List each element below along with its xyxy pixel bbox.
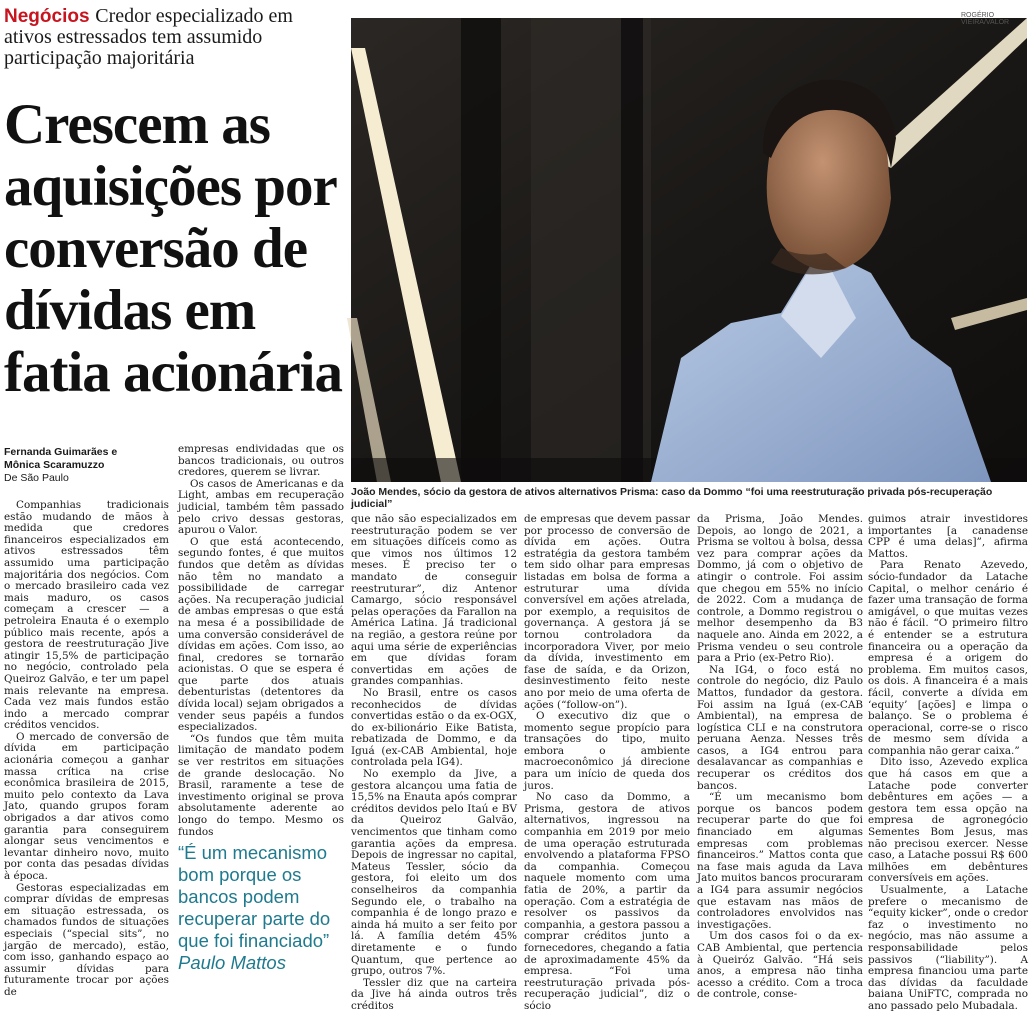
paragraph: que não são especializados em reestruturação podem se ver em situações difíceis como as que vimos nos últimos 12 meses. É preciso ter o mandato de conseguir reestruturar”, diz Antenor Camargo, sócio responsável pelas operações da Farallon na América Latina. Já tradicional na região, a gestora reúne por aqui uma série de experiências em que dívidas foram convertidas em ações de grandes companhias. (351, 513, 517, 688)
column-1 (4, 499, 169, 998)
byline (4, 446, 169, 485)
column-2 (178, 444, 344, 836)
pull-quote-attribution: Paulo Mattos (178, 952, 286, 973)
paragraph: empresas endividadas que os bancos tradicionais, ou outros credores, querem se livrar. (178, 443, 344, 479)
paragraph: O que está acontecendo, segundo fontes, é que muitos fundos que detêm as dívidas não têm no mandato a possibilidade de carregar ações. Na recuperação judicial de ambas empresas o que está na mesa é a possibilidade de uma conversão considerável de dívidas em ações. Com isso, ao final, credores se tornarão acionistas. O que se espera é que parte dos atuais debenturistas (detentores da dívida local) sejam obrigados a vender seus papéis a fundos especializados. (178, 535, 344, 734)
paragraph: Os casos de Americanas e da Light, ambas em recuperação judicial, também têm passado pelo crivo dessas gestoras, apurou o Valor. (178, 477, 344, 537)
photo-illustration (351, 18, 1027, 482)
paragraph: Na IG4, o foco está no controle do negócio, diz Paulo Mattos, fundador da gestora. Foi assim na Iguá (ex-CAB Ambiental), na empresa de logística CLI e na construtora peruana Aenza. Nesses três casos, a IG4 entrou para desalavancar as companhias e recuperar os créditos dos bancos. (697, 663, 863, 792)
author-2: Mônica Scaramuzzo (4, 459, 105, 471)
paragraph: Gestoras especializadas em comprar dívidas de empresas em situação estressada, os chamados fundos de situações especiais (“special sits”, no jargão de mercado), estão, com isso, ganhando espaço ao assumir dívidas para futuramente trocar por ações de (4, 881, 169, 998)
byline-place: De São Paulo (4, 472, 69, 484)
kicker (4, 6, 344, 69)
photo-credit: ROGÉRIO VIEIRA/VALOR (961, 12, 1010, 26)
paragraph: Dito isso, Azevedo explica que há casos em que a Latache pode converter debêntures em ações — a gestora tem essa opção na empresa de agronegócio Sementes Bom Jesus, mas não precisou exercer. Nesse caso, a Latache possui R$ 600 milhões em debêntures conversíveis em ações. (868, 756, 1028, 885)
deck: Credor especializado em ativos estressados tem assumido participação majoritária (4, 5, 293, 69)
paragraph: da Prisma, João Mendes. Depois, ao longo de 2021, a Prisma se voltou à bolsa, dessa vez para comprar ações da Dommo, já com o objetivo de atingir o controle. Foi assim que chegou em 55% no início de 2022. Com a mudança de controle, a Dommo registrou o melhor desempenho da B3 naquele ano. Ainda em 2022, a Prisma vendeu o seu controle para a Prio (ex-Petro Rio). (697, 513, 863, 665)
paragraph: O mercado de conversão de dívida em participação acionária começou a ganhar massa crítica na crise econômica brasileira de 2015, muito pelo contexto da Lava Jato, quando grupos foram obrigados a dar ativos como garantia para conseguirem alongar seus vencimentos e levantar dinheiro novo, muito por conta das pesadas dívidas à época. (4, 730, 169, 882)
author-1: Fernanda Guimarães e (4, 446, 118, 458)
paragraph: Usualmente, a Latache prefere o mecanismo de “equity kicker”, onde o credor faz o investimento no negócio, mas não assume a responsabilidade pelos passivos (“liability”). A empresa financiou uma parte das dívidas da faculdade baiana UniFTC, comprada no ano passado pelo Mubadala. (868, 884, 1028, 1012)
section-label: Negócios (4, 6, 90, 27)
paragraph: No exemplo da Jive, a gestora alcançou uma fatia de 15,5% na Enauta após comprar créditos devidos pelo Itaú e BV da Queiroz Galvão, vencimentos que tinham como garantia ações da empresa. Depois de ingressar no capital, Mateus Tessler, sócio da gestora, foi eleito um dos conselheiros da companhia Segundo ele, o trabalho na companhia é de longo prazo e ainda há muito a ser feito por lá. A família detém 45% diretamente e o fundo Quantum, que pertence ao grupo, outros 7%. (351, 768, 517, 978)
paragraph: de empresas que devem passar por processo de conversão de dívida em ações. Outra estratégia da gestora também tem sido olhar para empresas listadas em bolsa de forma a estruturar uma dívida conversível em ações atrelada, por exemplo, a requisitos de governança. A gestora já se tornou controladora da incorporadora Viver, por meio da dívida, investimento em fase de saída, e da Orizon, desinvestimento feito neste ano por meio de uma oferta de ações (“follow-on”). (524, 513, 690, 711)
paragraph: “É um mecanismo bom porque os bancos podem recuperar parte do que foi financiado em algumas empresas com problemas financeiros.” Mattos conta que na fase mais aguda da Lava Jato muitos bancos procuraram a IG4 para assumir negócios que estavam nas mãos de controladores envolvidos nas investigações. (697, 791, 863, 931)
paragraph: Para Renato Azevedo, sócio-fundador da Latache Capital, o melhor cenário é fazer uma transação de forma amigável, o que muitas vezes não é fácil. “O primeiro filtro é entender se a estrutura financeira ou a operação da empresa é a origem do problema. Em muitos casos, os dois. A financeira é a mais fácil, converte a dívida em ‘equity’ [ações] e limpa o balanço. Se o problema é operacional, corre-se o risco de mesmo sem dívida a companhia não gerar caixa.” (868, 559, 1028, 757)
paragraph: No caso da Dommo, a Prisma, gestora de ativos alternativos, ingressou na companhia em 2019 por meio de uma operação estruturada envolvendo a plataforma FPSO da companhia. Começou naquele momento com uma fatia de 20%, a partir da operação. Com a estratégia de resolver os passivos da companhia, a gestora passou a comprar créditos junto a fornecedores, chegando a fatia de aproximadamente 45% da empresa. “Foi uma reestruturação privada pós-recuperação judicial”, diz o sócio (524, 791, 690, 1012)
paragraph: guimos atrair investidores importantes [a canadense CPP é uma delas]”, afirma Mattos. (868, 513, 1028, 560)
paragraph: Um dos casos foi o da ex-CAB Ambiental, que pertencia à Queiróz Galvão. “Há seis anos, a empresa não tinha acesso a crédito. Com a troca de controle, conse- (697, 930, 863, 1001)
column-4 (524, 513, 690, 1012)
pull-quote (178, 842, 346, 974)
column-3 (351, 513, 517, 1012)
column-5 (697, 513, 863, 1001)
pull-quote-text: “É um mecanismo bom porque os bancos podem recuperar parte do que foi financiado” (178, 842, 331, 951)
paragraph: O executivo diz que o momento segue propício para transações do tipo, muito embora o ambiente macroeconômico já direcione para um início de queda dos juros. (524, 710, 690, 792)
paragraph: “Os fundos que têm muita limitação de mandato podem se ver restritos em situações de grande deslocação. No Brasil, raramente a tese de investimento original se prova absolutamente aderente ao longo do tempo. Mesmo os fundos (178, 732, 344, 838)
photo-caption: João Mendes, sócio da gestora de ativos alternativos Prisma: caso da Dommo “foi uma reestruturação privada pós-recuperação judicial” (351, 486, 993, 510)
headline: Crescem as aquisições por conversão de dívidas em fatia acionária (4, 93, 343, 404)
article-photo (351, 18, 1027, 482)
paragraph: Companhias tradicionais estão mudando de mãos à medida que credores financeiros especializados em ativos estressados têm assumido uma participação majoritária dos negócios. Com o mercado brasileiro cada vez mais maduro, os casos começam a crescer — a petroleira Enauta é o exemplo público mais recente, após a gestora de reestruturação Jive atingir 15,5% de participação no negócio, controlado pela Queiroz Galvão, e ter um papel mais relevante na empresa. Cada vez mais fundos estão indo a mercado comprar créditos vencidos. (4, 499, 169, 732)
column-6 (868, 513, 1028, 1012)
paragraph: Tessler diz que na carteira da Jive há ainda outros três créditos (351, 976, 517, 1012)
paragraph: No Brasil, entre os casos reconhecidos de dívidas convertidas estão o da ex-OGX, do ex-bilionário Eike Batista, rebatizada de Dommo, e da Iguá (ex-CAB Ambiental, hoje controlada pela IG4). (351, 686, 517, 769)
